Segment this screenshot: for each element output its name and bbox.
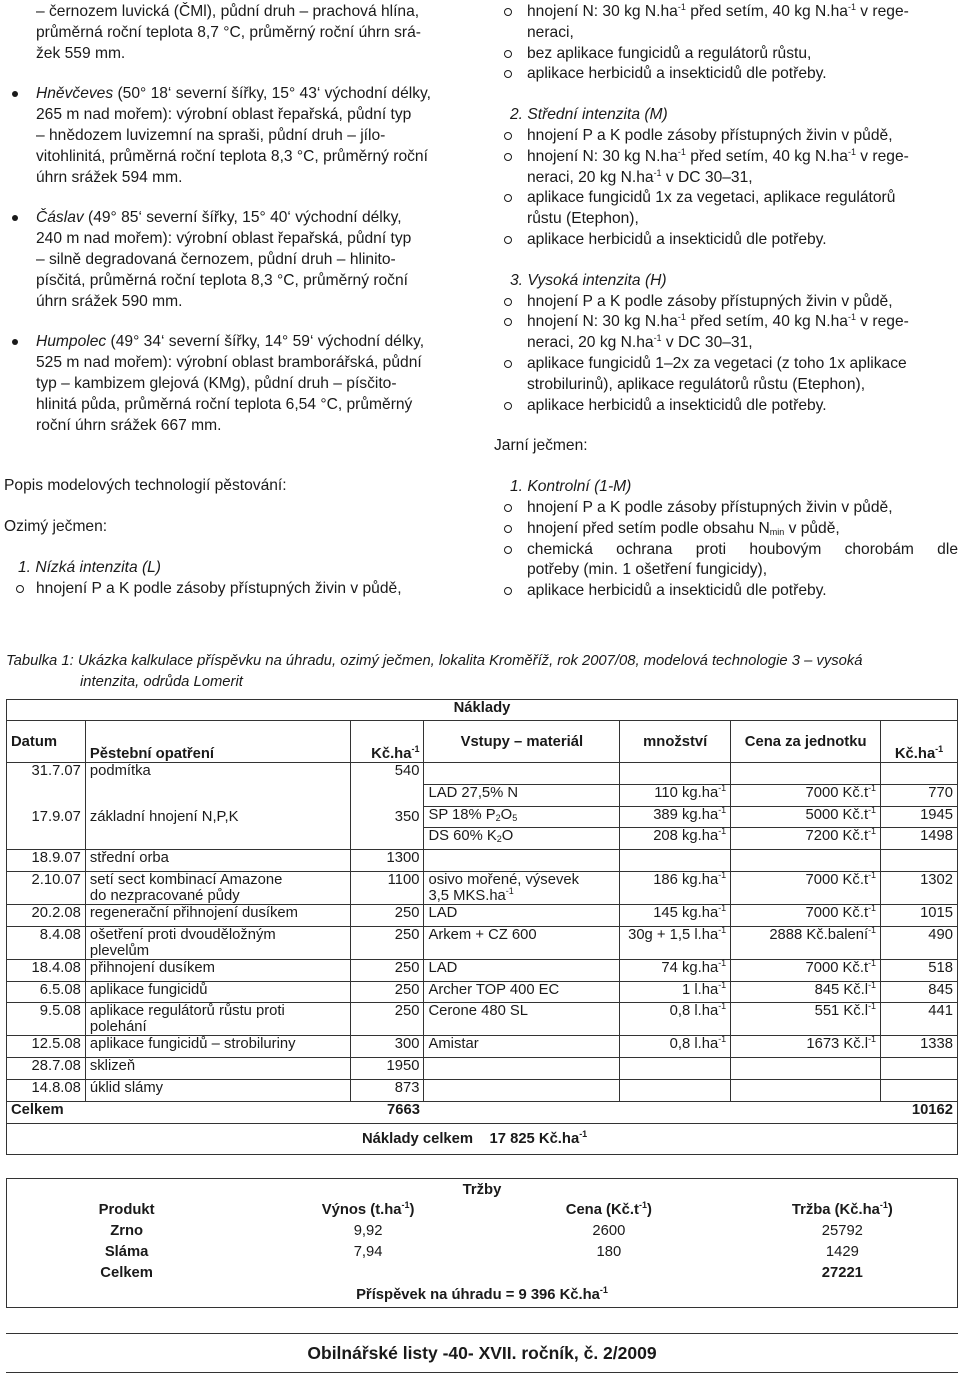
grand-total-row: Náklady celkem 17 825 $Kč.ha^{-1}$ xyxy=(7,1123,958,1154)
crop-spring-barley: Jarní ječmen: xyxy=(494,437,588,455)
revenue-group-title: Tržby xyxy=(462,1181,502,1198)
revenue-table xyxy=(6,1178,958,1308)
text-line: typ – kambizem glejová (KMg), půdní druh – písčito- xyxy=(36,374,397,392)
level-high-title: 3. Vysoká intenzita (H) xyxy=(510,271,667,289)
caption-line: Tabulka 1: Ukázka kalkulace příspěvku na úhradu, ozimý ječmen, lokalita Kroměříž, rok 2007/08, modelová technologie 3 – vysoká xyxy=(6,653,863,669)
list-item: chemická ochrana proti houbovým chorobám dle potřeby (min. 1 ošetření fungicidy), xyxy=(494,540,958,582)
text-line: (50° 18‘ severní šířky, 15° 43‘ východní délky, xyxy=(117,85,432,103)
table-group-header xyxy=(7,700,958,721)
table-caption xyxy=(6,651,958,693)
table-row: 12.5.08 aplikace fungicidů – strobiluriny 300 Amistar 0,8 $l.ha^{-1}$ 1673 $Kč.l^{-1}$ 1338 xyxy=(7,1036,958,1058)
location-name: Čáslav xyxy=(36,209,84,227)
list-item: hnojení N: 30 kg $N.ha^{-1}$ před setím, 40 kg $N.ha^{-1}$ v rege- neraci, 20 kg $N.ha^{-1}$ v DC 30–31, xyxy=(494,147,958,189)
text-line: (49° 85‘ severní šířky, 15° 40‘ východní délky, xyxy=(88,209,402,227)
location-hnevceves xyxy=(6,84,468,188)
technology-intro: Popis modelových technologií pěstování: xyxy=(4,477,287,495)
table-row: 18.4.08 přihnojení dusíkem 250 LAD 74 $kg.ha^{-1}$ 7000 $Kč.t^{-1}$ 518 xyxy=(7,959,958,981)
crop-winter-barley: Ozimý ječmen: xyxy=(4,518,108,536)
table-row: SP 18% $P_2O_5$ 389 $kg.ha^{-1}$ 5000 $Kč.t^{-1}$ 1945 xyxy=(7,806,958,828)
table-header-row xyxy=(7,721,958,763)
costs-group-title: Náklady xyxy=(7,700,958,721)
col-header: Cena za jednotku xyxy=(731,721,881,763)
text-line: 240 m nad mořem): výrobní oblast řepařská, půdní typ xyxy=(36,230,412,248)
list-item: aplikace herbicidů a insekticidů dle potřeby. xyxy=(494,64,958,85)
contribution-value: Příspěvek na úhradu = 9 396 Kč.ha xyxy=(356,1287,600,1304)
col-header: $Kč.ha^{-1}$ xyxy=(350,721,424,763)
list-item: hnojení P a K podle zásoby přístupných živin v půdě, xyxy=(6,579,468,600)
caption-line: intenzita, odrůda Lomerit xyxy=(80,674,243,690)
list-item: aplikace fungicidů 1x za vegetaci, aplikace regulátorů růstu (Etephon), xyxy=(494,188,958,230)
page-footer xyxy=(6,1333,958,1373)
contribution-row: Příspěvek na úhradu = 9 396 $Kč.ha^{-1}$ xyxy=(356,1285,608,1304)
cost-table xyxy=(6,699,958,1155)
col-header: množství xyxy=(620,721,731,763)
text-line: 525 m nad mořem): výrobní oblast bramborářská, půdní xyxy=(36,354,422,372)
text-line: hlinitá půda, průměrná roční teplota 6,54 °C, průměrný xyxy=(36,395,413,413)
list-item: hnojení N: 30 kg $N.ha^{-1}$ před setím, 40 kg $N.ha^{-1}$ v rege- neraci, 20 kg $N.ha^{-1}$ v DC 30–31, xyxy=(494,312,958,354)
list-item: hnojení P a K podle zásoby přístupných živin v půdě, xyxy=(494,498,958,519)
level-control-title: 1. Kontrolní (1-M) xyxy=(510,478,632,496)
level-low-title: 1. Nízká intenzita (L) xyxy=(18,558,162,576)
table-group-header xyxy=(7,1179,958,1201)
text-line: (49° 34‘ severní šířky, 14° 59‘ východní délky, xyxy=(110,333,425,351)
list-item: hnojení N: 30 kg $N.ha^{-1}$ před setím, 40 kg $N.ha^{-1}$ v rege- neraci, xyxy=(494,2,958,44)
text-line: – hnědozem luvizemní na spraši, půdní druh – jílo- xyxy=(36,126,386,144)
table-row: 2.10.07 setí sect kombinací Amazone do nezpracované půdy 1100 osivo mořené, výsevek 3,5 $MKS.ha^{-1}$ 186 $kg.ha^{-1}$ 7000 $Kč.t^{-1}$ 1302 xyxy=(7,871,958,904)
grand-total-label: Náklady celkem xyxy=(362,1130,474,1147)
text-line: 265 m nad mořem): výrobní oblast řepařská, půdní typ xyxy=(36,106,412,124)
list-item: aplikace fungicidů 1–2x za vegetaci (z toho 1x aplikace strobilurinů), aplikace regulátorů růstu (Etephon), xyxy=(494,354,958,396)
col-header: Tržba $(Kč.ha^{-1})$ xyxy=(791,1200,893,1219)
col-header: $Kč.ha^{-1}$ xyxy=(881,721,958,763)
table-row: 17.9.07 základní hnojení N,P,K 350 LAD 27,5% N 110 $kg.ha^{-1}$ 7000 $Kč.t^{-1}$ 770 xyxy=(7,784,958,806)
list-item: hnojení P a K podle zásoby přístupných živin v půdě, xyxy=(494,292,958,313)
text-line: písčitá, průměrná roční teplota 8,3 °C, průměrný roční xyxy=(36,271,408,289)
list-item: aplikace herbicidů a insekticidů dle potřeby. xyxy=(494,230,958,251)
table-row: 6.5.08 aplikace fungicidů 250 Archer TOP 400 EC 1 $l.ha^{-1}$ 845 $Kč.l^{-1}$ 845 xyxy=(7,981,958,1003)
text-line: – černozem luvická (ČMl), půdní druh – prachová hlína, xyxy=(36,3,420,20)
text-line: – silně degradovaná černozem, půdní druh – hlinito- xyxy=(36,250,396,268)
table-row: DS 60% $K_2O$ 208 $kg.ha^{-1}$ 7200 $Kč.t^{-1}$ 1498 xyxy=(7,828,958,850)
list-item: hnojení před setím podle obsahu $N_{min}$ v půdě, xyxy=(494,519,958,540)
text-line: úhrn srážek 590 mm. xyxy=(36,292,183,310)
table-row: 31.7.07 podmítka 540 xyxy=(7,763,958,785)
col-header: Cena $(Kč.t^{-1})$ xyxy=(565,1200,652,1219)
text-line: úhrn srážek 594 mm. xyxy=(36,168,183,186)
list-item: aplikace herbicidů a insekticidů dle potřeby. xyxy=(494,396,958,417)
table-row: Zrno 9,92 2600 25792 xyxy=(110,1223,863,1240)
left-column xyxy=(6,2,468,600)
location-humpolec xyxy=(6,332,468,436)
location-name: Humpolec xyxy=(36,333,107,351)
table-row: Sláma 7,94 180 1429 xyxy=(104,1243,859,1260)
soil-paragraph-kromeriz xyxy=(6,2,468,64)
table-row: 9.5.08 aplikace regulátorů růstu proti polehání 250 Cerone 480 SL 0,8 $l.ha^{-1}$ 551 $Kč.l^{-1}$ 441 xyxy=(7,1003,958,1036)
location-caslav xyxy=(6,208,468,312)
text-line: vitohlinitá, průměrná roční teplota 8,3 °C, průměrný roční xyxy=(36,147,428,165)
footer-text: Obilnářské listy -40- XVII. ročník, č. 2/2009 xyxy=(307,1342,657,1363)
table-row: 28.7.08 sklizeň 1950 xyxy=(7,1058,958,1080)
table-total-row: Celkem 7663 10162 xyxy=(7,1101,958,1123)
location-name: Hněvčeves xyxy=(36,85,114,103)
table-total-row: Celkem 27221 xyxy=(100,1264,863,1281)
grand-total-value: 17 825 Kč.ha xyxy=(489,1130,580,1147)
col-header: Pěstební opatření xyxy=(85,721,350,763)
table-header-row xyxy=(7,1200,958,1221)
list-item: bez aplikace fungicidů a regulátorů růstu, xyxy=(494,44,958,65)
list-item: hnojení P a K podle zásoby přístupných živin v půdě, xyxy=(494,126,958,147)
level-medium-title: 2. Střední intenzita (M) xyxy=(510,106,668,124)
col-header: Produkt xyxy=(98,1202,155,1219)
text-line: průměrná roční teplota 8,7 °C, průměrný roční úhrn srá- xyxy=(36,23,421,41)
table-row: 20.2.08 regenerační přihnojení dusíkem 250 LAD 145 $kg.ha^{-1}$ 7000 $Kč.t^{-1}$ 1015 xyxy=(7,904,958,926)
col-header: Výnos $(t.ha^{-1})$ xyxy=(321,1200,415,1219)
col-header: Datum xyxy=(7,721,86,763)
table-row: 8.4.08 ošetření proti dvouděložným plevelům 250 Arkem + CZ 600 30g + 1,5 $l.ha^{-1}$ 2888 Kč.balení$^{-1}$ 490 xyxy=(7,926,958,959)
col-header: Vstupy – materiál xyxy=(424,721,620,763)
text-line: žek 559 mm. xyxy=(36,44,126,62)
table-row: 14.8.08 úklid slámy 873 xyxy=(7,1079,958,1101)
table-row: 18.9.07 střední orba 1300 xyxy=(7,850,958,872)
list-item: aplikace herbicidů a insekticidů dle potřeby. xyxy=(494,581,958,602)
text-line: roční úhrn srážek 667 mm. xyxy=(36,416,222,434)
right-column xyxy=(494,2,958,602)
